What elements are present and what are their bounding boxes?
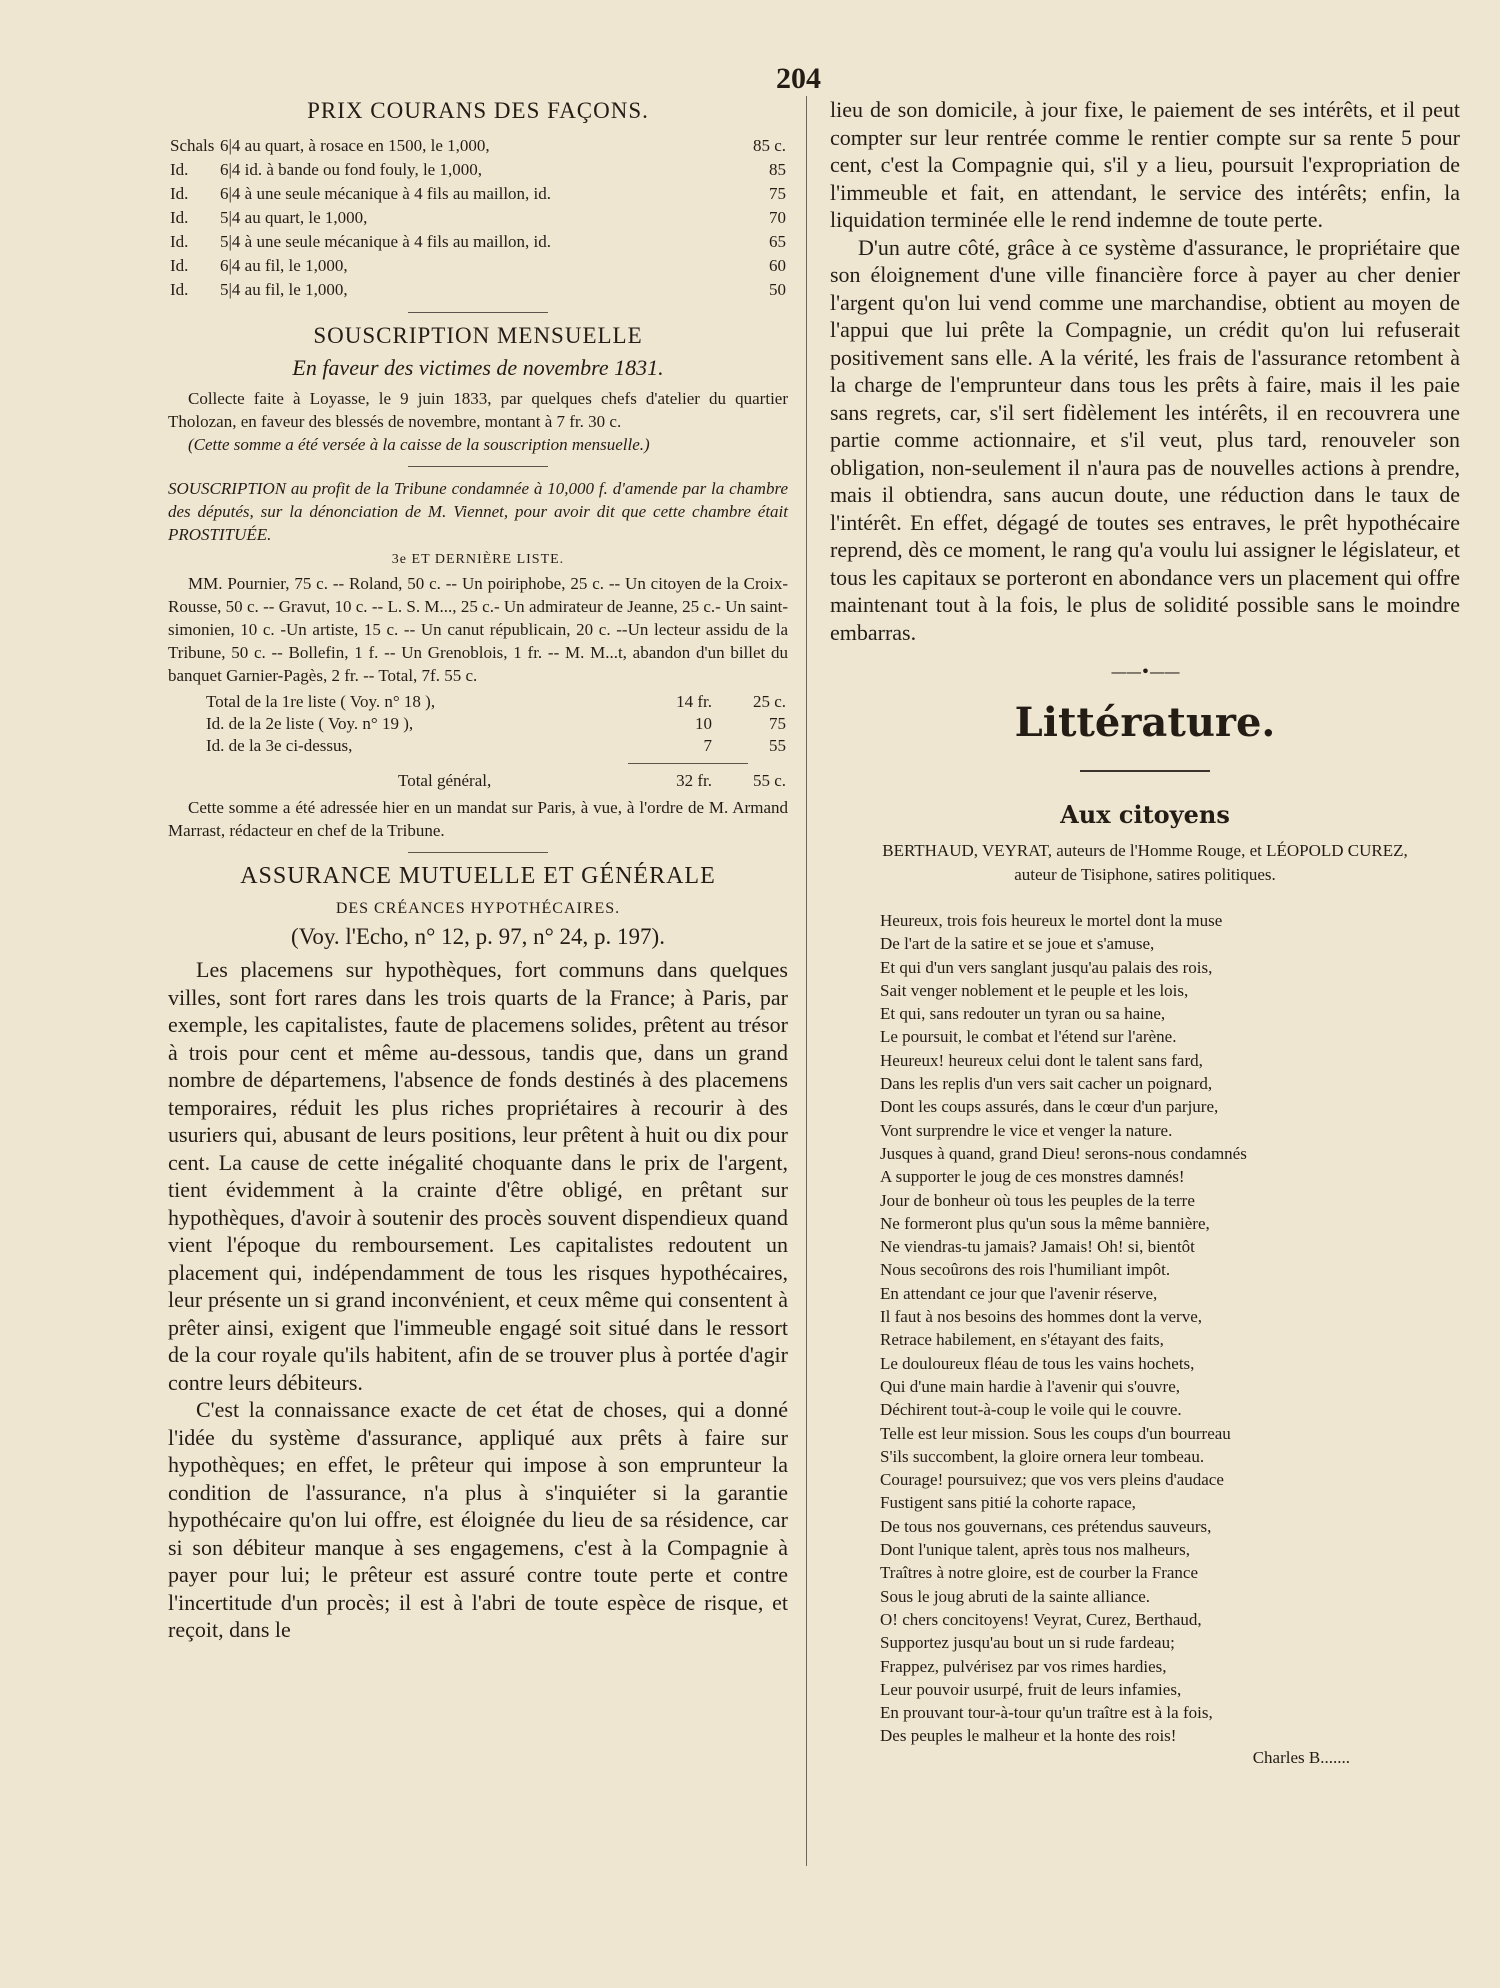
collecte-note: (Cette somme a été versée à la caisse de la souscription mensuelle.) xyxy=(188,435,650,454)
price-item-desc: 5|4 au quart, le 1,000, xyxy=(220,208,368,227)
souscription-mensuelle-subtitle: En faveur des victimes de novembre 1831. xyxy=(292,355,664,380)
totals-table xyxy=(168,691,788,757)
poem xyxy=(830,909,1460,1748)
totals-cts: 55 xyxy=(769,736,786,755)
poem-line: En attendant ce jour que l'avenir réserve, xyxy=(880,1283,1158,1303)
price-row xyxy=(168,158,788,182)
column-divider xyxy=(806,96,807,1866)
litterature-heading: Littérature. xyxy=(1014,699,1276,746)
price-row xyxy=(168,182,788,206)
tribune-heading: SOUSCRIPTION au profit de la Tribune condamnée à 10,000 f. d'amende par la chambre des députés, sur la dénonciation de M. Viennet, pour avoir dit que cette chambre était PROSTITUÉE. xyxy=(168,479,788,544)
price-item-value: 50 xyxy=(769,280,786,299)
poem-line: Retrace habilement, en s'étayant des faits, xyxy=(880,1330,1164,1350)
price-item-type: Id. xyxy=(170,184,189,203)
souscription-mensuelle-title: SOUSCRIPTION MENSUELLE xyxy=(313,323,643,348)
poem-line: Sait venger noblement et le peuple et les lois, xyxy=(880,980,1189,1000)
section-rule xyxy=(408,852,548,853)
price-row xyxy=(168,254,788,278)
collecte-text: Collecte faite à Loyasse, le 9 juin 1833, par quelques chefs d'atelier du quartier Tholozan, en faveur des blessés de novembre, montant à 7 fr. 30 c. xyxy=(168,389,788,431)
totals-cts: 75 xyxy=(769,714,786,733)
price-item-value: 65 xyxy=(769,232,786,251)
poem-line: Vont surprendre le vice et venger la nature. xyxy=(880,1120,1173,1140)
price-row xyxy=(168,278,788,302)
donor-list: MM. Pournier, 75 c. -- Roland, 50 c. -- Un poiriphobe, 25 c. -- Un citoyen de la Croix-Rousse, 50 c. -- Gravut, 10 c. -- L. S. M..., 25 c.- Un admirateur de Jeanne, 25 c.- Un saint-simonien, 10 c. -Un artiste, 15 c. -- Un canut républicain, 20 c. --Un lecteur assidu de la Tribune, 50 c. -- Bollefin, 1 f. -- Un Grenoblois, 1 fr. -- M. M...t, abandon d'un billet du banquet Garnier-Pagès, 2 fr. -- Total, 7f. 55 c. xyxy=(168,574,788,685)
price-item-desc: 6|4 au quart, à rosace en 1500, le 1,000, xyxy=(220,136,490,155)
grand-total-cents: 55 c. xyxy=(752,771,786,790)
assurance-continued xyxy=(830,96,1460,646)
left-column xyxy=(168,96,788,1644)
prix-title: PRIX COURANS DES FAÇONS. xyxy=(307,98,649,123)
poem-line: S'ils succombent, la gloire ornera leur tombeau. xyxy=(880,1446,1205,1466)
assurance-title: ASSURANCE MUTUELLE ET GÉNÉRALE xyxy=(240,863,716,889)
totals-rule xyxy=(628,763,748,764)
right-column xyxy=(830,96,1460,1768)
section-rule xyxy=(408,312,548,313)
poem-line: Qui d'une main hardie à l'avenir qui s'ouvre, xyxy=(880,1376,1180,1396)
price-item-type: Id. xyxy=(170,208,189,227)
price-row xyxy=(168,134,788,158)
poem-dedication: BERTHAUD, VEYRAT, auteurs de l'Homme Rouge, et LÉOPOLD CUREZ, auteur de Tisiphone, satires politiques. xyxy=(882,841,1408,884)
price-item-value: 70 xyxy=(769,208,786,227)
poem-line: Le poursuit, le combat et l'étend sur l'arène. xyxy=(880,1027,1177,1047)
section-rule xyxy=(408,466,548,467)
assurance-subtitle: DES CRÉANCES HYPOTHÉCAIRES. xyxy=(335,900,621,917)
price-item-desc: 6|4 au fil, le 1,000, xyxy=(220,256,348,275)
price-item-desc: 6|4 id. à bande ou fond fouly, le 1,000, xyxy=(220,160,482,179)
assurance-paragraph-1: Les placemens sur hypothèques, fort communs dans quelques villes, sont fort rares dans les trois quarts de la France; à Paris, par exemple, les capitalistes, faute de placemens solides, prêtent au trésor à trois pour cent et même au-dessous, tandis que, dans un grand nombre de départemens, l'absence de fonds destinés à des placemens temporaires, réduit les plus riches propriétaires à recourir à des usuriers qui, abusant de leurs positions, leur prêtent à huit ou dix pour cent. La cause de cette inégalité choquante dans le prix de l'argent, tient évidemment à la crainte d'être obligé, en prêtant sur hypothèques, d'avoir à soutenir des procès souvent dispendieux quand vient l'époque du remboursement. Les capitalistes redoutent un placement qui, indépendamment de tous les risques hypothécaires, leur présente un si grand inconvénient, et ceux même qui consentent à prêter ainsi, exigent que l'immeuble engagé soit situé dans le ressort de la cour royale qu'ils habitent, afin de se trouver plus à portée d'agir contre leurs débiteurs. xyxy=(168,957,788,1395)
poem-line: O! chers concitoyens! Veyrat, Curez, Berthaud, xyxy=(880,1609,1202,1629)
price-item-value: 85 xyxy=(769,160,786,179)
grand-total xyxy=(168,770,788,792)
poem-line: Fustigent sans pitié la cohorte rapace, xyxy=(880,1493,1136,1513)
poem-line: Leur pouvoir usurpé, fruit de leurs infamies, xyxy=(880,1679,1182,1699)
section-rule xyxy=(1080,770,1210,772)
poem-line: Supportez jusqu'au bout un si rude fardeau; xyxy=(880,1633,1175,1653)
poem-line: Jour de bonheur où tous les peuples de la terre xyxy=(880,1190,1195,1210)
poem-line: Nous secoûrons des rois l'humiliant impôt. xyxy=(880,1260,1171,1280)
poem-line: Telle est leur mission. Sous les coups d'un bourreau xyxy=(880,1423,1231,1443)
poem-line: Jusques à quand, grand Dieu! serons-nous condamnés xyxy=(880,1143,1247,1163)
grand-total-amount: 32 fr. xyxy=(676,771,712,790)
poem-line: Des peuples le malheur et la honte des rois! xyxy=(880,1726,1177,1746)
totals-amt: 7 xyxy=(703,736,712,755)
totals-amt: 14 fr. xyxy=(676,692,712,711)
totals-amt: 10 xyxy=(695,714,712,733)
price-item-type: Schals xyxy=(170,136,215,155)
poem-line: De l'art de la satire et se joue et s'amuse, xyxy=(880,934,1155,954)
totals-label: Total de la 1re liste ( Voy. n° 18 ), xyxy=(206,692,436,711)
poem-signature: Charles B....... xyxy=(1252,1747,1350,1767)
price-item-desc: 5|4 au fil, le 1,000, xyxy=(220,280,348,299)
poem-line: Heureux! heureux celui dont le talent sans fard, xyxy=(880,1050,1203,1070)
price-item-type: Id. xyxy=(170,280,189,299)
ornament-rule: ——•—— xyxy=(1110,662,1180,681)
totals-label: Id. de la 3e ci-dessus, xyxy=(206,736,353,755)
poem-line: A supporter le joug de ces monstres damnés! xyxy=(880,1167,1185,1187)
price-item-type: Id. xyxy=(170,160,189,179)
poem-line: Et qui, sans redouter un tyran ou sa haine, xyxy=(880,1004,1166,1024)
totals-label: Id. de la 2e liste ( Voy. n° 19 ), xyxy=(206,714,414,733)
poem-line: Courage! poursuivez; que vos vers pleins d'audace xyxy=(880,1470,1224,1490)
poem-line: Ne formeront plus qu'un sous la même bannière, xyxy=(880,1213,1210,1233)
poem-line: Le douloureux fléau de tous les vains hochets, xyxy=(880,1353,1195,1373)
page-number: 204 xyxy=(776,62,821,95)
assurance-paragraph-2: C'est la connaissance exacte de cet état de choses, qui a donné l'idée du système d'assurance, appliqué aux prêts à faire sur hypothèques; en effet, le prêteur qui impose à son emprunteur la condition de l'assurance, n'a plus à s'inquiéter si la garantie hypothécaire qu'on lui offre, est éloignée du lieu de sa résidence, car si son débiteur manque à ses engagemens, c'est à la Compagnie à payer pour lui; le prêteur est assuré contre toute perte et contre l'incertitude d'un procès; il est à l'abri de toute espèce de risque, et reçoit, dans le xyxy=(168,1397,788,1642)
liste-label: 3e ET DERNIÈRE LISTE. xyxy=(391,552,565,567)
price-item-type: Id. xyxy=(170,232,189,251)
totals-row xyxy=(168,735,788,757)
tribune-footer: Cette somme a été adressée hier en un mandat sur Paris, à vue, à l'ordre de M. Armand Marrast, rédacteur en chef de la Tribune. xyxy=(168,798,788,840)
price-item-type: Id. xyxy=(170,256,189,275)
poem-line: Dans les replis d'un vers sait cacher un poignard, xyxy=(880,1074,1213,1094)
assurance-body xyxy=(168,956,788,1644)
poem-line: Ne viendras-tu jamais? Jamais! Oh! si, bientôt xyxy=(880,1237,1195,1257)
price-item-value: 75 xyxy=(769,184,786,203)
price-item-value: 85 c. xyxy=(752,136,786,155)
poem-line: Il faut à nos besoins des hommes dont la verve, xyxy=(880,1307,1202,1327)
price-item-value: 60 xyxy=(769,256,786,275)
assurance-paragraph-3: D'un autre côté, grâce à ce système d'assurance, le propriétaire que son éloignement d'une ville financière force à payer au cher denier l'argent qu'on lui vend comme une marchandise, obtient au moyen de l'appui que lui prête la Compagnie, un crédit qu'on lui refuserait positivement sans elle. A la vérité, les frais de l'assurance retombent à la charge de l'emprunteur dans tous les prêts à faire, mais il les paie sans regrets, car, s'il sert fidèlement les intérêts, il en recouvrera une partie comme actionnaire, et s'il veut, plus tard, renouveler son obligation, non-seulement il n'aura pas de nouvelles actions à prendre, mais il obtiendra, sans aucun doute, une réduction dans le taux de l'intérêt. En effet, dégagé de toutes ses entraves, le prêt hypothécaire reprend, dès ce moment, le rang qu'a voulu lui assigner le législateur, et tous les capitaux se porteront en abondance vers un placement qui offre maintenant tout à la fois, le plus de solidité possible sans le moindre embarras. xyxy=(830,234,1460,645)
price-item-desc: 5|4 à une seule mécanique à 4 fils au maillon, id. xyxy=(220,232,552,251)
poem-line: Et qui d'un vers sanglant jusqu'au palais des rois, xyxy=(880,957,1213,977)
poem-line: En prouvant tour-à-tour qu'un traître est à la fois, xyxy=(880,1703,1213,1723)
price-row xyxy=(168,230,788,254)
poem-line: Traîtres à notre gloire, est de courber la France xyxy=(880,1563,1199,1583)
price-row xyxy=(168,206,788,230)
totals-row xyxy=(168,713,788,735)
assurance-paragraph-continued: lieu de son domicile, à jour fixe, le paiement de ses intérêts, et il peut compter sur leur rentrée comme le rentier compte sur sa rente 5 pour cent, c'est la Compagnie qui, s'il y a lieu, poursuit l'expropriation de l'immeuble et fait, en attendant, le service des intérêts; enfin, la liquidation terminée elle le rend indemne de toute perte. xyxy=(830,97,1460,232)
price-table xyxy=(168,134,788,302)
poem-line: Déchirent tout-à-coup le voile qui le couvre. xyxy=(880,1400,1182,1420)
poem-line: Heureux, trois fois heureux le mortel dont la muse xyxy=(880,911,1223,930)
poem-line: Dont les coups assurés, dans le cœur d'un parjure, xyxy=(880,1097,1219,1117)
assurance-reference: (Voy. l'Echo, n° 12, p. 97, n° 24, p. 197). xyxy=(291,924,665,949)
poem-line: Frappez, pulvérisez par vos rimes hardies, xyxy=(880,1656,1167,1676)
price-item-desc: 6|4 à une seule mécanique à 4 fils au maillon, id. xyxy=(220,184,552,203)
poem-line: De tous nos gouvernans, ces prétendus sauveurs, xyxy=(880,1516,1212,1536)
poem-title: Aux citoyens xyxy=(1060,800,1230,829)
poem-line: Sous le joug abruti de la sainte alliance. xyxy=(880,1586,1151,1606)
totals-cts: 25 c. xyxy=(752,692,786,711)
totals-row xyxy=(168,691,788,713)
grand-total-label: Total général, xyxy=(398,771,492,790)
poem-line: Dont l'unique talent, après tous nos malheurs, xyxy=(880,1540,1190,1560)
